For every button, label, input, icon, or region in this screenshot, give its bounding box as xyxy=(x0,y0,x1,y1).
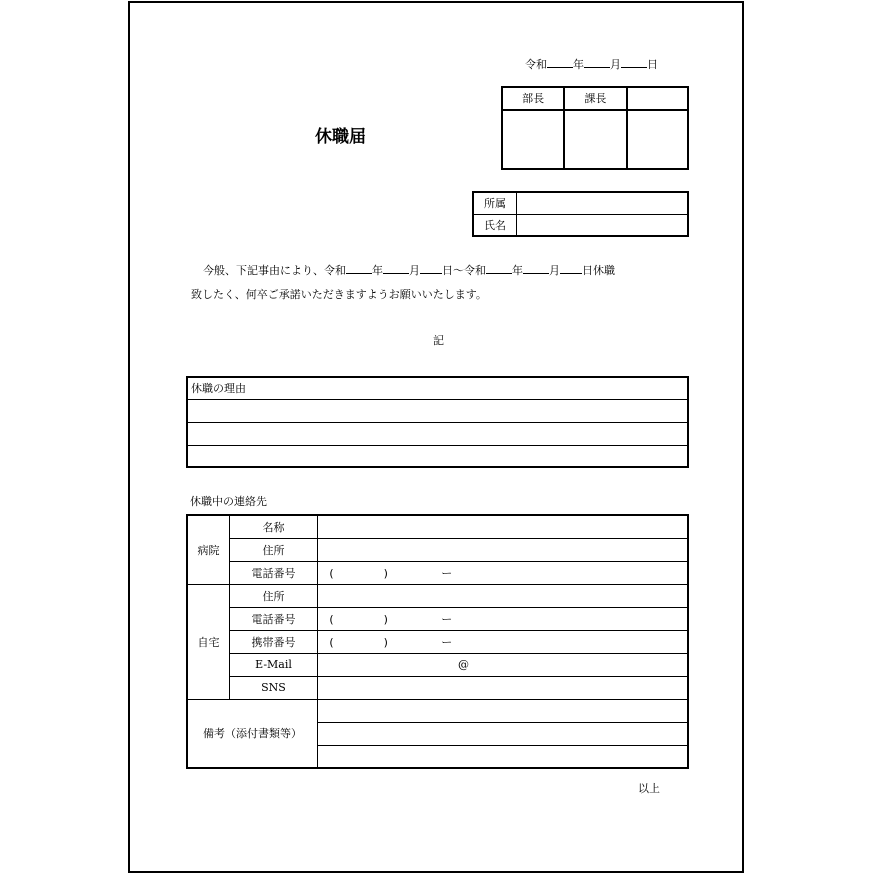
stamp-cell-2[interactable] xyxy=(564,110,626,169)
reason-header: 休職の理由 xyxy=(187,377,688,399)
home-mobile-field[interactable]: ( ) ー xyxy=(318,630,689,653)
body-line-1: 今般、下記事由により、令和 年 月 日～令和 年 月 日休職 xyxy=(203,264,615,277)
hospital-name-field[interactable] xyxy=(318,515,689,538)
reason-line-3[interactable] xyxy=(187,445,688,467)
home-mobile-label: 携帯番号 xyxy=(230,630,318,653)
name-label: 氏名 xyxy=(473,214,517,236)
home-phone-label: 電話番号 xyxy=(230,607,318,630)
approval-col1: 部長 xyxy=(502,87,564,110)
hospital-address-label: 住所 xyxy=(230,538,318,561)
contact-table xyxy=(186,514,689,769)
year-label: 年 xyxy=(573,58,584,71)
home-sns-field[interactable] xyxy=(318,676,689,699)
month-label: 月 xyxy=(610,58,621,71)
hospital-phone-label: 電話番号 xyxy=(230,561,318,584)
reason-table xyxy=(186,376,689,468)
hospital-group-label: 病院 xyxy=(187,515,230,584)
contact-title: 休職中の連絡先 xyxy=(190,495,267,508)
approval-col3 xyxy=(627,87,688,110)
home-phone-field[interactable]: ( ) ー xyxy=(318,607,689,630)
hospital-phone-field[interactable]: ( ) ー xyxy=(318,561,689,584)
date-line xyxy=(525,58,658,72)
era-label: 令和 xyxy=(525,58,547,71)
home-address-field[interactable] xyxy=(318,584,689,607)
page-title: 休職届 xyxy=(315,127,366,147)
home-email-field[interactable]: @ xyxy=(318,653,689,676)
stamp-cell-1[interactable] xyxy=(502,110,564,169)
approval-table xyxy=(501,86,689,170)
ki-label: 記 xyxy=(433,334,444,347)
day-label: 日 xyxy=(647,58,658,71)
home-sns-label: SNS xyxy=(230,676,318,699)
reason-line-2[interactable] xyxy=(187,422,688,445)
approval-col2: 課長 xyxy=(564,87,626,110)
home-group-label: 自宅 xyxy=(187,584,230,699)
applicant-table xyxy=(472,191,689,237)
closing-label: 以上 xyxy=(638,782,660,795)
affiliation-field[interactable] xyxy=(517,192,689,214)
remarks-line-3[interactable] xyxy=(318,745,689,768)
stamp-cell-3[interactable] xyxy=(627,110,688,169)
name-field[interactable] xyxy=(517,214,689,236)
remarks-label: 備考（添付書類等） xyxy=(187,699,318,768)
hospital-name-label: 名称 xyxy=(230,515,318,538)
hospital-address-field[interactable] xyxy=(318,538,689,561)
home-address-label: 住所 xyxy=(230,584,318,607)
body-line-2: 致したく、何卒ご承諾いただきますようお願いいたします。 xyxy=(191,288,487,301)
remarks-line-2[interactable] xyxy=(318,722,689,745)
affiliation-label: 所属 xyxy=(473,192,517,214)
remarks-line-1[interactable] xyxy=(318,699,689,722)
reason-line-1[interactable] xyxy=(187,399,688,422)
home-email-label: E-Mail xyxy=(230,653,318,676)
